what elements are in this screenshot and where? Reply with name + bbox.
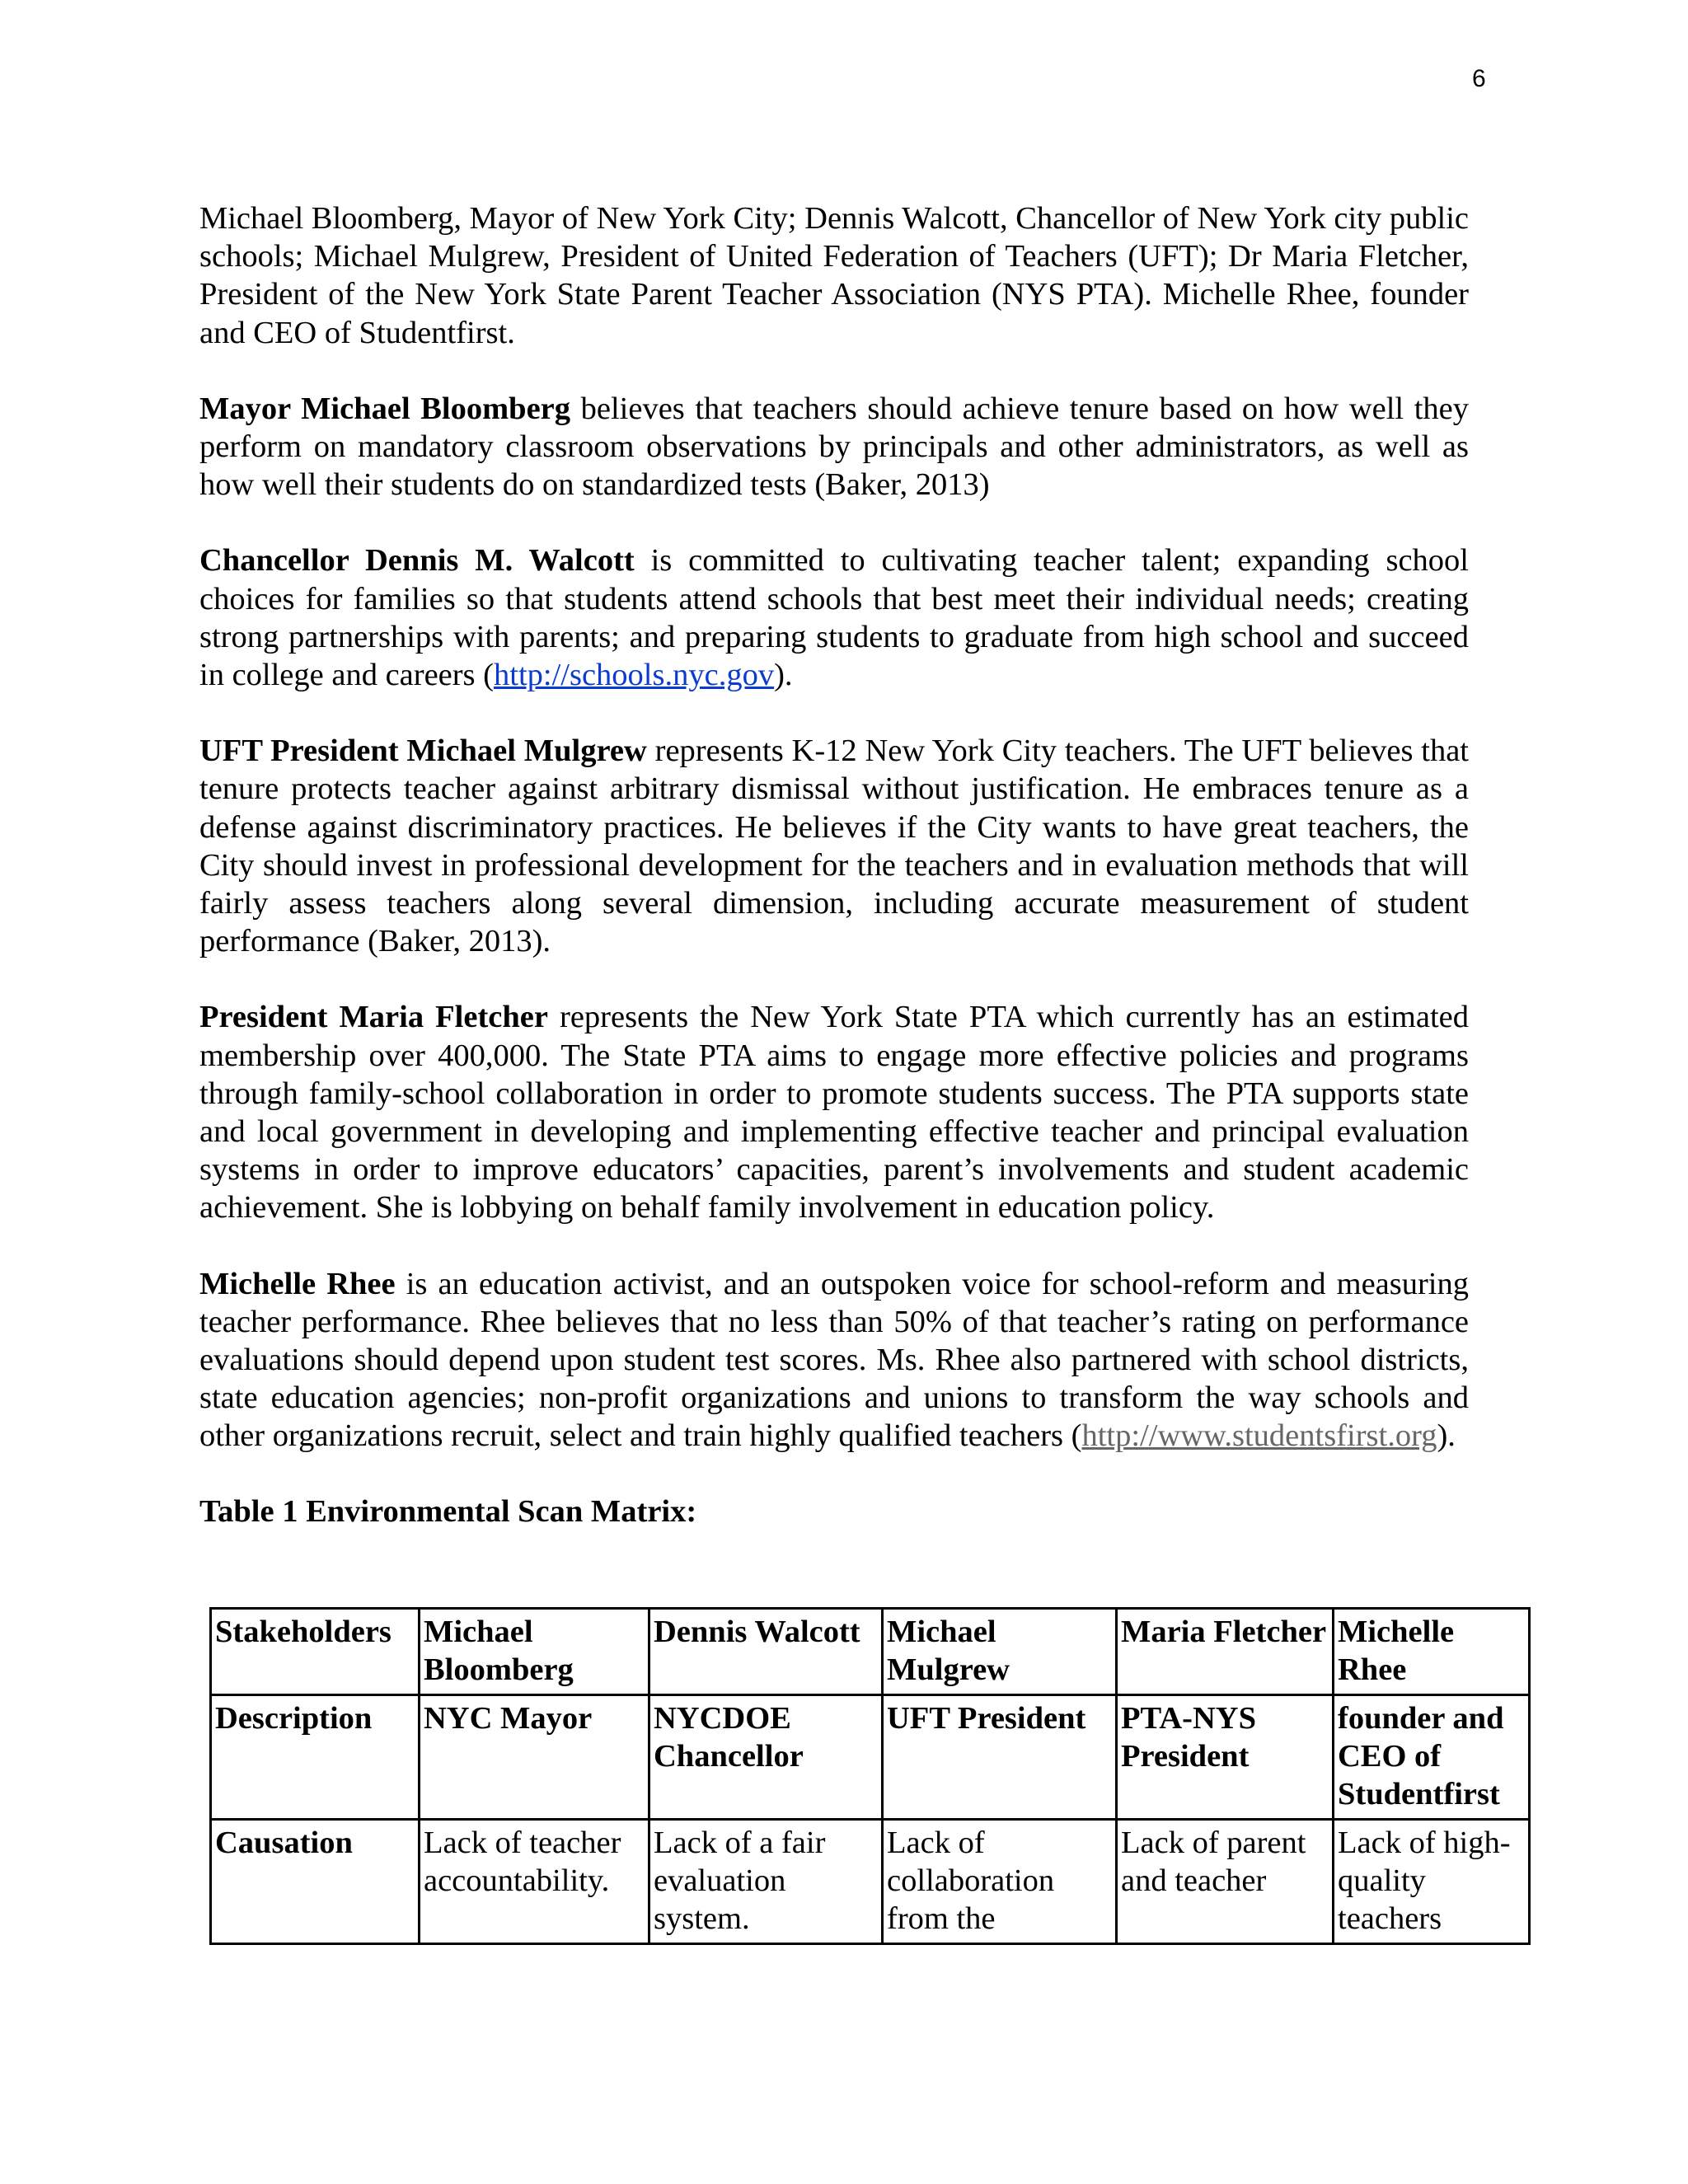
walcott-paragraph bbox=[199, 541, 1469, 694]
environmental-scan-matrix bbox=[209, 1607, 1531, 1945]
header-cell: Michael Bloomberg bbox=[420, 1609, 649, 1695]
table-cell: Lack of collaboration from the bbox=[883, 1820, 1117, 1944]
walcott-name: Chancellor Dennis M. Walcott bbox=[199, 543, 635, 579]
fletcher-paragraph bbox=[199, 998, 1469, 1226]
table-header-row bbox=[211, 1609, 1530, 1695]
rhee-text: is an education activist, and an outspoken voice for school-reform and measuring teacher performance. Rhee believes that no less than 50% of that teacher’s rating on performance evaluations should depend upon student test scores. Ms. Rhee also partnered with school districts, state education agencies; non-profit organizations and unions to transform the way schools and other organizations recruit, select and train highly qualified teachers ( bbox=[199, 1266, 1470, 1454]
table-cell: Lack of a fair evaluation system. bbox=[649, 1820, 883, 1944]
table-cell: founder and CEO of Studentfirst bbox=[1334, 1695, 1530, 1820]
mulgrew-text: represents K-12 New York City teachers. The UFT believes that tenure protects teacher against arbitrary dismissal without justification. He embraces tenure as a defense against discriminatory practices. He believes if the City wants to have great teachers, the City should invest in professional development for the teachers and in evaluation methods that will fairly assess teachers along several dimension, including accurate measurement of student performance (Baker, 2013). bbox=[199, 733, 1469, 959]
walcott-text: is committed to cultivating teacher talent; expanding school choices for families so that students attend schools that best meet their individual needs; creating strong partnerships with parents; and preparing students to graduate from high school and succeed in college and careers ( bbox=[199, 543, 1469, 693]
table-cell: Lack of high-quality teachers bbox=[1334, 1820, 1530, 1944]
document-body bbox=[199, 199, 1469, 1530]
rhee-name: Michelle Rhee bbox=[199, 1266, 396, 1301]
fletcher-text: represents the New York State PTA which currently has an estimated membership over 400,000. The State PTA aims to engage more effective policies and programs through family-school collaboration in order to promote students success. The PTA supports state and local government in developing and implementing effective teacher and principal evaluation systems in order to improve educators’ capacities, parent’s involvements and student academic achievement. She is lobbying on behalf family involvement in education policy. bbox=[199, 1000, 1469, 1226]
rhee-paragraph bbox=[199, 1265, 1469, 1455]
page-number: 6 bbox=[1472, 65, 1486, 92]
header-cell: Maria Fletcher bbox=[1117, 1609, 1334, 1695]
table-caption: Table 1 Environmental Scan Matrix: bbox=[199, 1493, 697, 1529]
header-cell: Michael Mulgrew bbox=[883, 1609, 1117, 1695]
table-cell: Lack of parent and teacher bbox=[1117, 1820, 1334, 1944]
table-cell: NYCDOE Chancellor bbox=[649, 1695, 883, 1820]
header-cell: Stakeholders bbox=[211, 1609, 420, 1695]
mulgrew-paragraph bbox=[199, 732, 1469, 960]
table-row-description bbox=[211, 1695, 1530, 1820]
table-cell: Causation bbox=[211, 1820, 420, 1944]
table-cell: Description bbox=[211, 1695, 420, 1820]
mulgrew-name: UFT President Michael Mulgrew bbox=[199, 733, 647, 769]
nyc-schools-link[interactable]: http://schools.nyc.gov bbox=[494, 658, 775, 693]
walcott-after: ). bbox=[774, 658, 793, 693]
table-cell: Lack of teacher accountability. bbox=[420, 1820, 649, 1944]
rhee-after: ). bbox=[1437, 1418, 1456, 1454]
header-cell: Michelle Rhee bbox=[1334, 1609, 1530, 1695]
table-cell: PTA-NYS President bbox=[1117, 1695, 1334, 1820]
table-cell: NYC Mayor bbox=[420, 1695, 649, 1820]
bloomberg-name: Mayor Michael Bloomberg bbox=[199, 391, 571, 426]
bloomberg-paragraph bbox=[199, 390, 1469, 504]
fletcher-name: President Maria Fletcher bbox=[199, 1000, 548, 1035]
header-cell: Dennis Walcott bbox=[649, 1609, 883, 1695]
studentsfirst-link[interactable]: http://www.studentsfirst.org bbox=[1081, 1418, 1437, 1454]
table-row-causation bbox=[211, 1820, 1530, 1944]
table-cell: UFT President bbox=[883, 1695, 1117, 1820]
bloomberg-text: believes that teachers should achieve tenure based on how well they perform on mandatory classroom observations by principals and other administrators, as well as how well their students do on standardized tests (Baker, 2013) bbox=[199, 391, 1469, 503]
intro-paragraph: Michael Bloomberg, Mayor of New York City; Dennis Walcott, Chancellor of New York city public schools; Michael Mulgrew, President of United Federation of Teachers (UFT); Dr Maria Fletcher, President of the New York State Parent Teacher Association (NYS PTA). Michelle Rhee, founder and CEO of Studentfirst. bbox=[199, 201, 1469, 350]
